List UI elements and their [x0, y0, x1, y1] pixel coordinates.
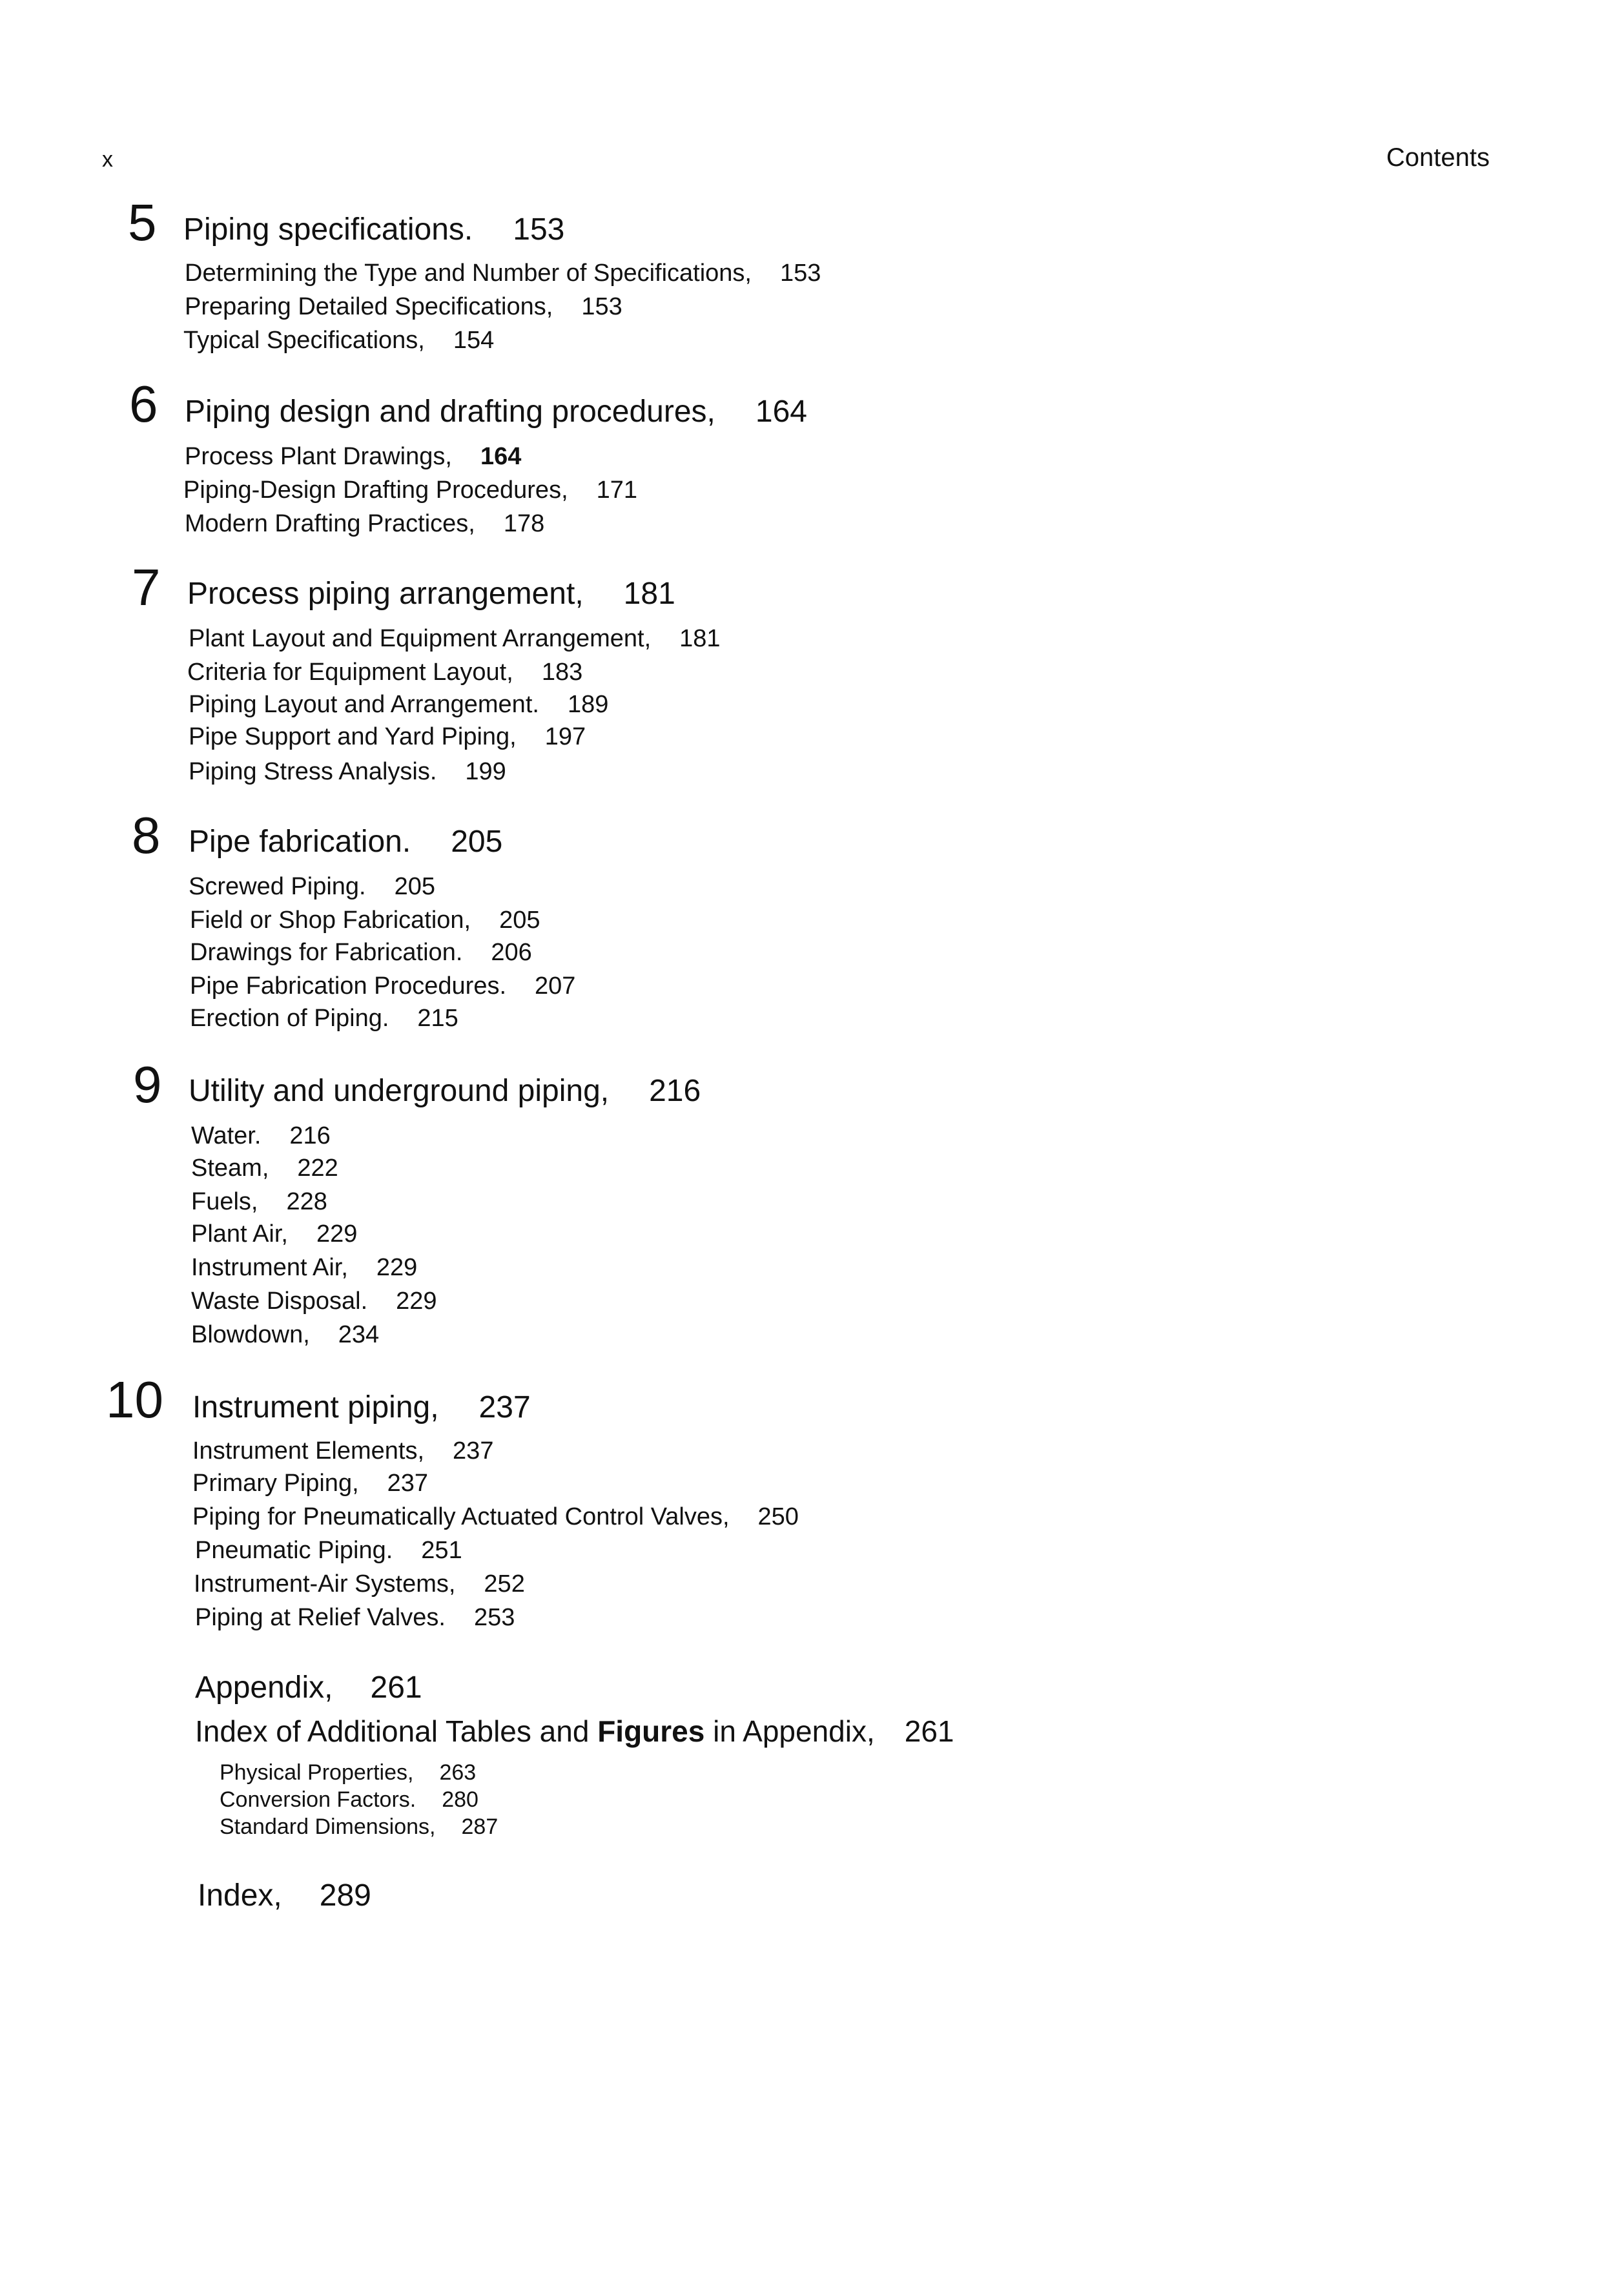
section-entry[interactable] [191, 1321, 379, 1349]
appendix-title-text: Appendix, [195, 1670, 333, 1705]
index-entry[interactable] [198, 1878, 371, 1913]
chapter-number: 7 [132, 559, 161, 616]
page-number: x [102, 147, 113, 172]
section-entry[interactable] [185, 510, 544, 538]
section-entry[interactable] [192, 1437, 493, 1465]
section-title: Process Plant Drawings, [185, 443, 452, 470]
appendix-item[interactable] [220, 1787, 478, 1813]
section-title: Instrument Elements, [192, 1437, 425, 1465]
section-page: 250 [757, 1503, 799, 1530]
section-entry[interactable] [191, 1188, 327, 1216]
section-page: 229 [376, 1254, 418, 1281]
section-page: 197 [544, 723, 586, 750]
section-title: Preparing Detailed Specifications, [185, 293, 553, 320]
section-page: 222 [297, 1155, 338, 1182]
chapter-title[interactable] [189, 1073, 701, 1109]
section-title: Blowdown, [191, 1321, 310, 1348]
section-title: Piping-Design Drafting Procedures, [183, 477, 568, 504]
section-title: Criteria for Equipment Layout, [187, 659, 513, 686]
section-page: 207 [535, 972, 576, 1000]
chapter-number: 9 [133, 1056, 162, 1113]
chapter-title-text: Pipe fabrication. [189, 825, 411, 859]
section-page: 171 [596, 477, 638, 504]
section-entry[interactable] [195, 1604, 515, 1632]
chapter-title[interactable] [192, 1390, 531, 1425]
section-entry[interactable] [195, 1537, 462, 1565]
chapter-title-text: Instrument piping, [192, 1390, 439, 1424]
section-title: Fuels, [191, 1188, 258, 1215]
section-title: Pipe Support and Yard Piping, [189, 723, 517, 750]
chapter-number: 8 [132, 807, 161, 864]
section-page: 251 [421, 1537, 462, 1564]
chapter-page: 237 [478, 1390, 531, 1424]
section-page: 228 [286, 1188, 327, 1215]
section-entry[interactable] [190, 1005, 458, 1033]
appendix-subtitle-text-2: in Appendix, [704, 1714, 875, 1748]
appendix-item-title: Conversion Factors. [220, 1787, 416, 1812]
appendix-item-title: Standard Dimensions, [220, 1814, 436, 1839]
appendix-subtitle-page: 261 [904, 1714, 954, 1748]
section-title: Instrument Air, [191, 1254, 348, 1281]
section-title: Typical Specifications, [183, 327, 425, 354]
section-entry[interactable] [189, 758, 506, 786]
appendix-subtitle-bold: Figures [597, 1714, 705, 1748]
section-page: 189 [567, 691, 609, 718]
section-title: Drawings for Fabrication. [190, 939, 463, 966]
section-entry[interactable] [189, 691, 608, 719]
appendix-item-title: Physical Properties, [220, 1760, 414, 1785]
section-page: 183 [541, 659, 583, 686]
section-entry[interactable] [190, 939, 532, 967]
section-page: 215 [417, 1005, 458, 1032]
chapter-page: 181 [623, 577, 675, 611]
section-title: Modern Drafting Practices, [185, 510, 475, 537]
section-page: 164 [480, 443, 522, 470]
section-entry[interactable] [183, 477, 637, 504]
section-title: Pneumatic Piping. [195, 1537, 393, 1564]
section-page: 153 [780, 260, 821, 287]
section-page: 181 [679, 625, 721, 652]
section-title: Plant Air, [191, 1220, 288, 1248]
chapter-title[interactable] [185, 394, 807, 429]
section-entry[interactable] [185, 293, 622, 321]
section-title: Field or Shop Fabrication, [190, 907, 471, 934]
section-page: 205 [499, 907, 540, 934]
chapter-title[interactable] [183, 212, 564, 247]
section-entry[interactable] [191, 1220, 357, 1248]
section-entry[interactable] [191, 1155, 338, 1182]
section-title: Plant Layout and Equipment Arrangement, [189, 625, 652, 652]
section-page: 237 [387, 1470, 429, 1497]
running-head: Contents [1386, 143, 1490, 172]
section-entry[interactable] [194, 1570, 525, 1598]
section-page: 154 [453, 327, 495, 354]
section-page: 205 [394, 873, 435, 900]
section-title: Piping for Pneumatically Actuated Control Valves, [192, 1503, 730, 1530]
section-title: Waste Disposal. [191, 1288, 368, 1315]
chapter-page: 153 [513, 212, 565, 247]
chapter-title-text: Process piping arrangement, [187, 577, 584, 611]
section-title: Piping Layout and Arrangement. [189, 691, 539, 718]
section-title: Piping at Relief Valves. [195, 1604, 446, 1631]
chapter-title-text: Piping design and drafting procedures, [185, 395, 715, 429]
section-entry[interactable] [192, 1470, 428, 1497]
section-page: 234 [338, 1321, 380, 1348]
appendix-subtitle-text-1: Index of Additional Tables and [195, 1714, 598, 1748]
appendix-item[interactable] [220, 1760, 476, 1785]
appendix-item-page: 280 [442, 1787, 478, 1812]
chapter-number: 6 [129, 375, 158, 433]
appendix-page: 261 [370, 1670, 422, 1705]
appendix-item-page: 263 [439, 1760, 477, 1785]
section-entry[interactable] [191, 1122, 331, 1150]
chapter-title[interactable] [187, 576, 675, 612]
section-page: 229 [316, 1220, 358, 1248]
section-page: 237 [453, 1437, 494, 1465]
chapter-title[interactable] [189, 824, 502, 859]
chapter-title-text: Utility and underground piping, [189, 1074, 610, 1108]
section-entry[interactable] [185, 260, 821, 287]
section-page: 153 [581, 293, 622, 320]
appendix-item-page: 287 [461, 1814, 499, 1839]
appendix-item[interactable] [220, 1814, 498, 1840]
section-page: 178 [503, 510, 545, 537]
section-entry[interactable] [189, 723, 586, 751]
section-title: Instrument-Air Systems, [194, 1570, 456, 1598]
chapter-title-text: Piping specifications. [183, 212, 473, 247]
section-title: Determining the Type and Number of Specifications, [185, 260, 752, 287]
section-entry[interactable] [189, 625, 721, 653]
section-entry[interactable] [187, 659, 582, 686]
section-title: Steam, [191, 1155, 269, 1182]
section-title: Screwed Piping. [189, 873, 366, 900]
section-page: 216 [289, 1122, 331, 1149]
section-title: Piping Stress Analysis. [189, 758, 437, 785]
section-entry[interactable] [191, 1254, 417, 1282]
section-title: Pipe Fabrication Procedures. [190, 972, 507, 1000]
section-entry[interactable] [192, 1503, 799, 1531]
chapter-page: 164 [755, 395, 807, 429]
section-entry[interactable] [190, 972, 575, 1000]
chapter-page: 216 [649, 1074, 701, 1108]
section-page: 206 [491, 939, 532, 966]
chapter-page: 205 [451, 825, 503, 859]
section-page: 199 [465, 758, 506, 785]
section-entry[interactable] [183, 327, 494, 355]
section-entry[interactable] [190, 907, 540, 934]
section-entry[interactable] [189, 873, 435, 901]
section-title: Erection of Piping. [190, 1005, 389, 1032]
section-page: 229 [396, 1288, 437, 1315]
section-page: 252 [484, 1570, 525, 1598]
chapter-number: 10 [106, 1371, 163, 1428]
section-entry[interactable] [185, 443, 521, 471]
chapter-number: 5 [128, 194, 157, 251]
section-title: Water. [191, 1122, 262, 1149]
appendix-subtitle[interactable] [195, 1714, 954, 1749]
appendix-title[interactable] [195, 1670, 422, 1705]
section-page: 253 [473, 1604, 515, 1631]
section-title: Primary Piping, [192, 1470, 359, 1497]
section-entry[interactable] [191, 1288, 437, 1315]
index-title: Index, [198, 1878, 282, 1913]
index-page: 289 [319, 1878, 371, 1913]
